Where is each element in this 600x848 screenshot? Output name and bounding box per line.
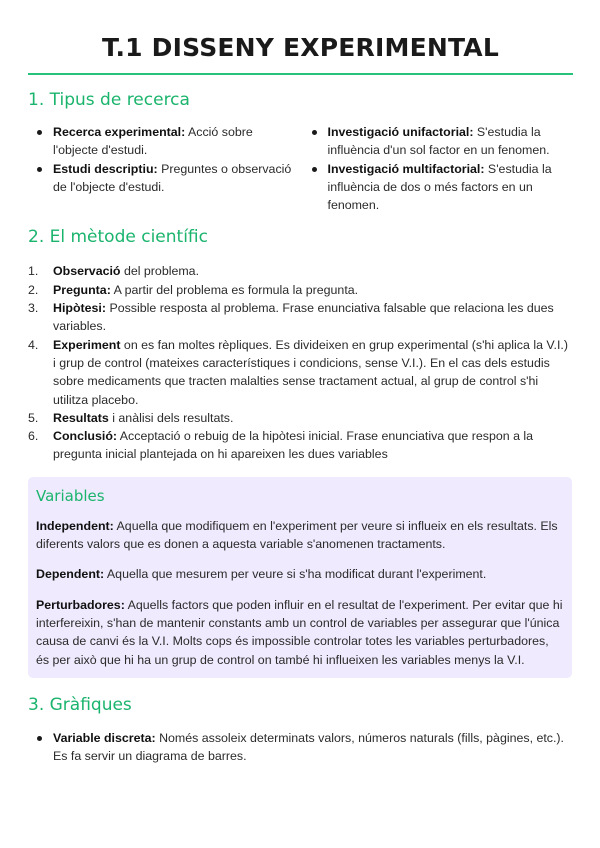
variable-definition: [36, 517, 564, 554]
term: Experiment: [53, 337, 121, 352]
right-column: [303, 123, 574, 214]
definition: del problema.: [120, 264, 200, 279]
step-number: 3.: [28, 301, 39, 316]
definition: Preguntes o observació de l'objecte d'estudi.: [53, 161, 292, 194]
term: Investigació multifactorial:: [327, 161, 485, 176]
definition: Acció sobre l'objecte d'estudi.: [53, 125, 253, 158]
definition: A partir del problema es formula la pregunta.: [110, 282, 359, 297]
section-scientific-method: [28, 226, 573, 677]
variable-definition: [36, 596, 564, 669]
page: [28, 0, 573, 765]
title-divider: [28, 73, 573, 75]
two-column-list: [28, 123, 573, 214]
term: Recerca experimental:: [53, 125, 186, 139]
list-item: [28, 427, 573, 464]
method-steps: [28, 262, 573, 463]
definition: Aquella que mesurem per veure si s'ha modificat durant l'experiment.: [104, 567, 487, 582]
step-number: 5.: [28, 410, 39, 425]
definition: on es fan moltes rèpliques. Es divideixen en grup experimental (s'hi aplica la V.I.) i grup de control (mateixes característiques i condicions, sense V.I.). En el cas dels estudis sobre medicaments que tracten malalties sense tractament actual, al grup de control s'hi utilitza placebo.: [53, 337, 569, 407]
term: Pregunta:: [53, 282, 111, 297]
list-item: [28, 409, 573, 427]
term: Conclusió:: [53, 429, 118, 444]
section-research-types: [28, 89, 573, 214]
left-column: [28, 123, 299, 214]
definition: Aquells factors que poden influir en el resultat de l'experiment. Per evitar que hi interfereixin, s'han de mantenir constants amb un control de variables per assegurar que l'única causa de canvi és la V.I. Molts cops és impossible controlar totes les variables perturbadores, és per això que hi ha un grup de control on també hi influeixen les variables menys la V.I.: [36, 597, 563, 667]
term: Independent:: [36, 518, 114, 533]
term: Perturbadores:: [36, 597, 125, 612]
list-item: [28, 123, 299, 160]
list-item: [303, 123, 574, 160]
term: Observació: [53, 264, 121, 279]
definition: Acceptació o rebuig de la hipòtesi inicial. Frase enunciativa que respon a la pregunta inicial plantejada on hi apareixen les dues variables: [53, 429, 534, 462]
document-title: T.1 DISSENY EXPERIMENTAL: [102, 33, 499, 62]
term: Investigació unifactorial:: [327, 125, 474, 139]
definition: S'estudia la influència d'un sol factor en un fenomen.: [327, 125, 550, 158]
list-item: [28, 160, 299, 197]
term: Dependent:: [36, 567, 105, 582]
list-item: [28, 262, 573, 280]
definition: Aquella que modifiquem en l'experiment per veure si influeix en els resultats. Els diferents valors que es donen a aquesta variable s'anomenen tractaments.: [36, 518, 558, 552]
list-item: [28, 281, 573, 299]
definition: Possible resposta al problema. Frase enunciativa falsable que relaciona les dues variables.: [53, 301, 554, 334]
section-heading: 3. Gràfiques: [28, 694, 132, 715]
callout-heading: Variables: [36, 486, 105, 505]
variable-definition: [36, 565, 564, 583]
step-number: 4.: [28, 337, 39, 352]
list-item: [303, 160, 574, 215]
list-item: [28, 336, 573, 409]
term: Hipòtesi:: [53, 301, 107, 316]
list-item: [28, 299, 573, 336]
step-number: 1.: [28, 264, 39, 279]
variables-callout: [28, 477, 572, 678]
term: Variable discreta:: [53, 730, 156, 745]
section-heading: 2. El mètode científic: [28, 227, 208, 248]
step-number: 6.: [28, 429, 39, 444]
section-heading: 1. Tipus de recerca: [28, 90, 190, 110]
definition: Només assoleix determinats valors, números naturals (fills, pàgines, etc.). Es fa servir un diagrama de barres.: [53, 730, 564, 764]
section-graphs: [28, 694, 573, 766]
definition: S'estudia la influència de dos o més factors en un fenomen.: [327, 161, 552, 213]
list-item: [28, 729, 573, 766]
definition: i anàlisi dels resultats.: [108, 410, 234, 425]
term: Estudi descriptiu:: [53, 161, 158, 176]
step-number: 2.: [28, 282, 39, 297]
term: Resultats: [53, 410, 109, 425]
